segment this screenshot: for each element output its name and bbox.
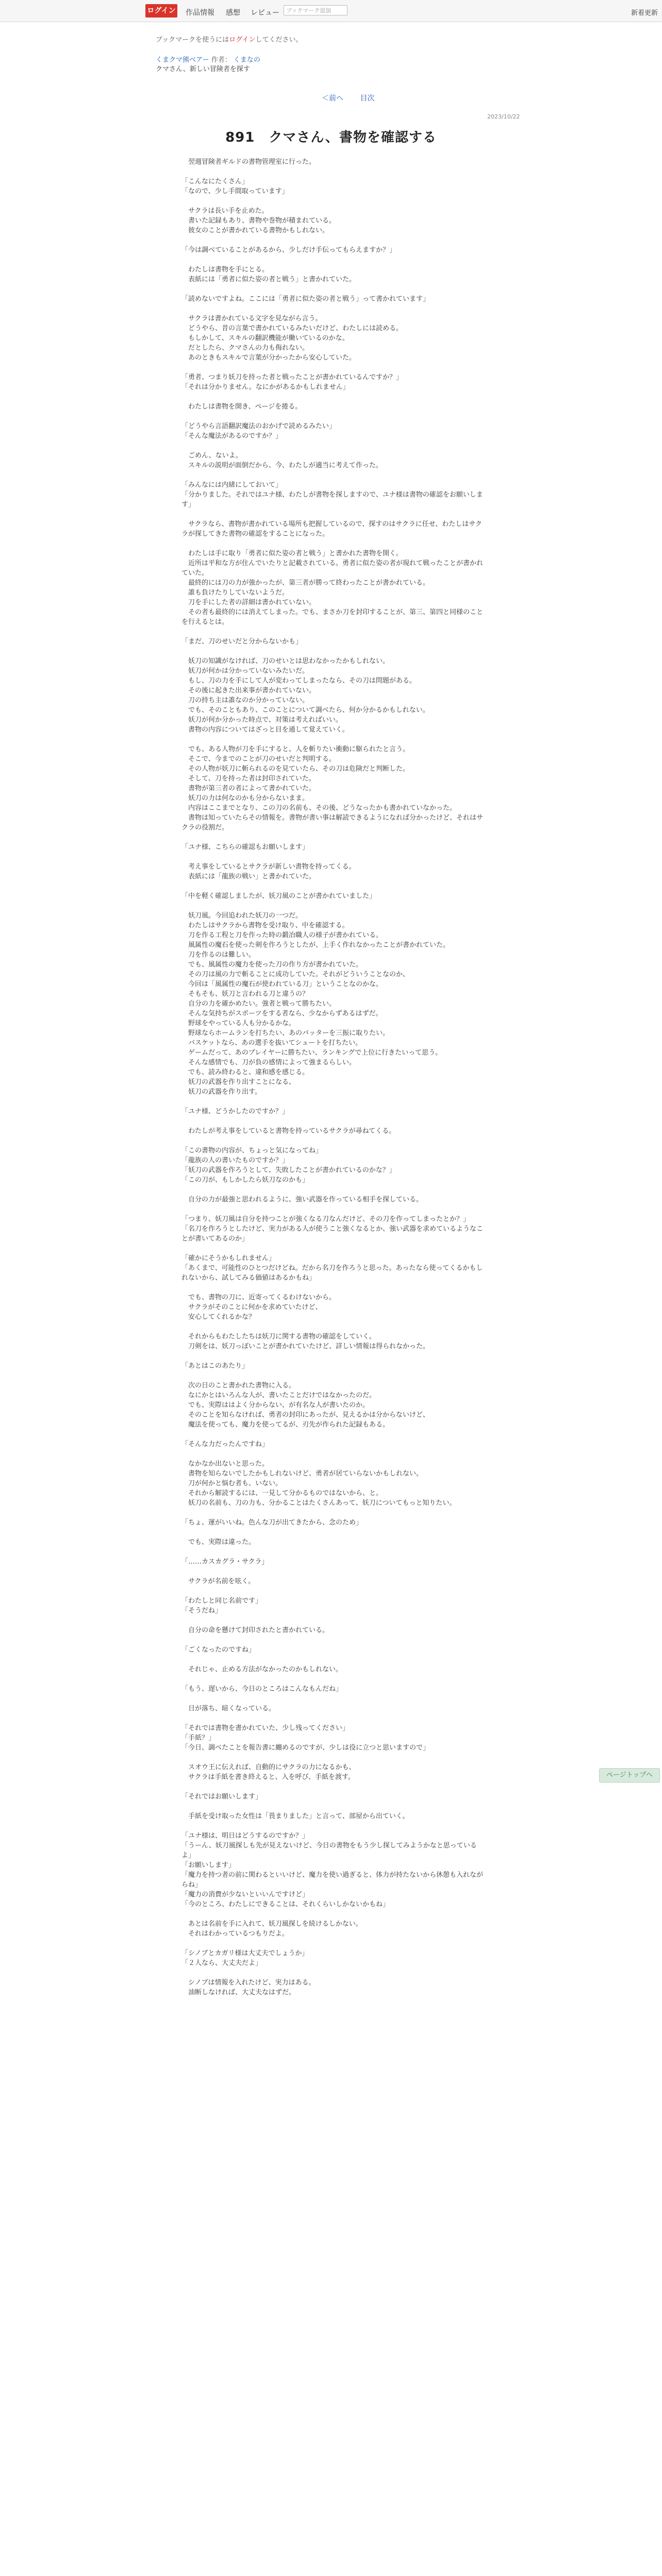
body-paragraph: 考え事をしているとサクラが新しい書物を持ってくる。 xyxy=(181,863,356,871)
body-paragraph xyxy=(181,1655,486,1665)
body-paragraph: 「ユナ様、こちらの確認もお願いします」 xyxy=(181,843,309,851)
body-paragraph: 妖刀の武器を作り出す。 xyxy=(181,1088,261,1096)
body-paragraph: 翌週冒険者ギルドの書物管理室に行った。 xyxy=(181,158,316,166)
body-paragraph: 「確かにそうかもしれません」 xyxy=(181,1255,276,1262)
body-paragraph xyxy=(181,1322,486,1332)
top-nav-bar xyxy=(0,0,662,22)
bookmark-add-box[interactable]: ブックマーク追加 xyxy=(284,5,347,15)
nav-info-link[interactable]: 作品情報 xyxy=(186,9,214,17)
section-subtitle: クマさん、新しい冒険者を探す xyxy=(156,65,250,73)
body-paragraph xyxy=(181,1136,486,1146)
author-link[interactable]: くまなの xyxy=(233,56,260,64)
body-paragraph xyxy=(181,470,486,480)
breadcrumb xyxy=(156,56,260,74)
body-paragraph: 表紙には「勇者に似た姿の者と戦う」と書かれていた。 xyxy=(181,276,356,283)
body-paragraph xyxy=(181,901,486,911)
body-paragraph: ゲームだって、あのプレイヤーに勝ちたい、ランキングで上位に行きたいって思う。 xyxy=(181,1049,442,1057)
body-paragraph: でも、ある人物が刀を手にすると、人を斬りたい衝動に駆られたと言う。 xyxy=(181,745,410,753)
body-paragraph: 「……カスカグラ・サクラ」 xyxy=(181,1558,269,1566)
body-paragraph: 妖刀の名前も、刀の力も、分かることはたくさんあって、妖刀についてもっと知りたい。 xyxy=(181,1499,456,1507)
body-paragraph: 自分の力を確かめたい。強者と戦って勝ちたい。 xyxy=(181,1000,336,1008)
body-paragraph: 油断しなければ、大丈夫なはずだ。 xyxy=(181,1989,296,1996)
body-paragraph xyxy=(181,304,486,314)
body-paragraph: 「うーん、妖刀風探しも先が見えないけど、今日の書物をもう少し探してみようかなと思っているよ」 xyxy=(181,1842,477,1859)
body-paragraph xyxy=(181,647,486,656)
body-paragraph: その者も最終的には消えてしまった。でも、まさか刀を封印することが、第三、第四と同様のことを行えるとは。 xyxy=(181,608,484,626)
body-paragraph xyxy=(181,833,486,842)
body-paragraph: もし、刀の力を手にして人が変わってしまったなら、その刀は問題がある。 xyxy=(181,677,416,685)
prev-chapter-link[interactable]: ＜前へ xyxy=(322,94,343,103)
body-paragraph xyxy=(181,1694,486,1704)
body-paragraph: 風属性の魔石を使った剣を作ろうとしたが、上手く作れなかったことが書かれていた。 xyxy=(181,941,450,949)
body-paragraph: 「そんな力だったんですね」 xyxy=(181,1440,269,1448)
body-paragraph: 誰も負けたりしていないようだ。 xyxy=(181,589,289,597)
body-paragraph: 近所は平和な方が住んでいたりと記載されている。勇者に似た姿の者が現れて戦ったことが書かれていた。 xyxy=(181,560,484,577)
body-paragraph xyxy=(181,1616,486,1625)
body-paragraph: 「それではお願いします」 xyxy=(181,1793,262,1801)
body-paragraph xyxy=(181,627,486,637)
body-paragraph: 妖刀の武器を作り出すことになる、 xyxy=(181,1078,296,1086)
body-paragraph: 「そうだね」 xyxy=(181,1607,222,1615)
body-paragraph: 刀を手にした者の詳細は書かれていない。 xyxy=(181,599,316,606)
body-paragraph: 「２人なら、大丈夫だよ」 xyxy=(181,1959,262,1967)
body-paragraph xyxy=(181,235,486,245)
body-paragraph: 手紙を受け取った女性は「畏まりました」と言って、部屋から出ていく。 xyxy=(181,1812,409,1820)
body-paragraph xyxy=(181,1674,486,1684)
body-paragraph xyxy=(181,1528,486,1537)
body-paragraph: わたしが考え事をしていると書物を持っているサクラが尋ねてくる。 xyxy=(181,1127,396,1135)
body-paragraph: その人物が妖刀に斬られるのを見ていたら、その刀は危険だと判断した。 xyxy=(181,765,410,773)
body-paragraph xyxy=(181,284,486,294)
body-paragraph: サクラが名前を呟く。 xyxy=(181,1578,255,1585)
body-paragraph: わたしは書物を開き、ページを捲る。 xyxy=(181,403,302,411)
author-label: 作者： xyxy=(211,56,231,64)
nav-review-link[interactable]: レビュー xyxy=(251,9,279,17)
body-paragraph: 「読めないですよね。ここには「勇者に似た姿の者と戦う」って書かれています」 xyxy=(181,295,430,303)
body-paragraph xyxy=(181,1244,486,1253)
body-paragraph: 内容はここまでとなり、この刀の名前も、その後、どうなったかも書かれていなかった。 xyxy=(181,804,457,812)
body-paragraph: 「妖刀の武器を作ろうとして、失敗したことが書かれているのかな？」 xyxy=(181,1166,396,1174)
body-paragraph xyxy=(181,255,486,265)
body-paragraph xyxy=(181,1714,486,1723)
notice-suffix: してください。 xyxy=(255,36,303,44)
body-paragraph: 「もう、遅いから、今日のところはこんなもんだね」 xyxy=(181,1685,343,1693)
body-paragraph: 「ユナ様、どうかしたのですか？」 xyxy=(181,1108,289,1115)
login-button[interactable]: ログイン xyxy=(145,4,177,18)
body-paragraph xyxy=(181,1185,486,1195)
body-paragraph: 「まだ、刀のせいだと分からないかも」 xyxy=(181,638,303,646)
body-paragraph: わたしは書物を手にとる。 xyxy=(181,266,269,274)
body-paragraph xyxy=(181,1567,486,1577)
body-paragraph: 「中を軽く確認しましたが、妖刀風のことが書かれていました」 xyxy=(181,892,376,900)
body-paragraph: 「この刀が、もしかしたら妖刀なのかも」 xyxy=(181,1176,309,1184)
body-paragraph xyxy=(181,1449,486,1459)
body-paragraph: 刀を作るのは難しい。 xyxy=(181,951,256,959)
body-paragraph: 「分かりました。それではユナ様、わたしが書物を探しますので、ユナ様は書物の確認をお願いします」 xyxy=(181,491,483,509)
body-paragraph: 「あとはこのあたり」 xyxy=(181,1362,249,1370)
body-paragraph: そして、刀を持った者は封印されていた。 xyxy=(181,775,316,783)
body-paragraph xyxy=(181,1116,486,1126)
body-paragraph xyxy=(181,441,486,451)
body-paragraph: でも、風属性の魔力を使った刀の作り方が書かれていた。 xyxy=(181,961,363,969)
body-paragraph: なかなか出ないと思った。 xyxy=(181,1460,269,1468)
new-updates-link[interactable]: 新着更新 xyxy=(631,9,658,17)
body-paragraph: 表紙には「龍族の戦い」と書かれていた。 xyxy=(181,873,316,880)
body-paragraph: 「わたしと同じ名前です」 xyxy=(181,1597,262,1605)
chapter-pager xyxy=(315,93,382,103)
body-paragraph: サクラは手紙を書き終えると、入を呼び、手紙を渡す。 xyxy=(181,1773,355,1781)
body-paragraph: そのことを知らなければ、勇者の封印にあったが、見えるかは分からないけど、 xyxy=(181,1411,429,1419)
body-paragraph: サクラは書かれている文字を見ながら言う。 xyxy=(181,315,322,323)
novel-title-link[interactable]: くまクマ熊ベアー xyxy=(156,56,209,64)
body-paragraph: でも、実際ははよく分からない、が有名な人が書いたのか。 xyxy=(181,1401,370,1409)
body-paragraph: 妖刀が何か分かった時点で、対策は考えればいい。 xyxy=(181,716,342,724)
body-paragraph: 魔法を使っても、魔力を使ってるが、刃先が作られた記録もある。 xyxy=(181,1421,390,1429)
body-paragraph: 自分の命を懸けて封印されたと書かれている。 xyxy=(181,1626,329,1634)
body-paragraph xyxy=(181,735,486,744)
body-paragraph: でも、読み終わると、違和感を感じる。 xyxy=(181,1069,309,1076)
body-paragraph: 「今日、調べたことを報告書に纏めるのですが、少しは役に立つと思いますので」 xyxy=(181,1744,430,1752)
body-paragraph xyxy=(181,392,486,402)
body-paragraph: でも、そのこともあり、このことについて調べたら、何か分かるかもしれない。 xyxy=(181,706,429,714)
body-paragraph: なにかとはいろんな人が、書いたことだけではなかったのだ。 xyxy=(181,1392,376,1399)
body-paragraph: 刀が何かと悩む者も、いない。 xyxy=(181,1480,283,1487)
body-paragraph xyxy=(181,1351,486,1361)
body-paragraph: 「どうやら言語翻訳魔法のおかげで読めるみたい」 xyxy=(181,422,336,430)
body-paragraph: でも、書物の刀に、近寄ってくるわけないから。 xyxy=(181,1294,336,1301)
chapter-body xyxy=(181,157,486,1997)
body-paragraph: 「今は調べていることがあるから、少しだけ手伝ってもらえますか？」 xyxy=(181,246,396,254)
body-paragraph: サクラなら、書物が書かれている場所も把握しているので、探すのはサクラに任せ、わたしはサクラが探してきた書物の確認をすることになった。 xyxy=(181,520,482,538)
body-paragraph xyxy=(181,1821,486,1831)
body-paragraph xyxy=(181,1205,486,1214)
body-paragraph: 「ユナ様は、明日はどうするのですか？」 xyxy=(181,1832,309,1840)
body-paragraph: 妖刀が何かは分かっていないみたいだ。 xyxy=(181,667,309,675)
body-paragraph xyxy=(181,167,486,177)
body-paragraph: わたしは手に取り「勇者に似た姿の者と戦う」と書かれた書物を開く。 xyxy=(181,550,403,557)
body-paragraph: 「お願いします」 xyxy=(181,1861,236,1869)
body-paragraph: 刀の持ち主は誰なのか分かっていない。 xyxy=(181,697,309,704)
notice-login-link[interactable]: ログイン xyxy=(229,36,256,44)
body-paragraph xyxy=(181,1635,486,1645)
body-paragraph: だとしたら、クマさんの力も侮れない。 xyxy=(181,344,309,352)
body-paragraph: 安心してくれるかな？ xyxy=(181,1313,256,1321)
body-paragraph: そこで、今までのことが刀のせいだと判明する。 xyxy=(181,755,336,763)
body-paragraph: その後に起きた出来事が書かれていない。 xyxy=(181,687,316,694)
notice-prefix: ブックマークを使うには xyxy=(156,36,229,44)
body-paragraph xyxy=(181,1547,486,1557)
chapter-title xyxy=(0,127,662,146)
body-paragraph: 「ちょ、運がいいね。色んな刀が出てきたから、念のため」 xyxy=(181,1519,363,1527)
publish-date: 2023/10/22 xyxy=(487,113,520,120)
body-paragraph xyxy=(181,412,486,421)
body-paragraph xyxy=(181,1753,486,1762)
body-paragraph: 妖刀風。今回追われた妖刀の一つだ。 xyxy=(181,912,303,920)
body-paragraph xyxy=(181,1283,486,1293)
body-paragraph: 「魔力の消費が少ないといいんですけど」 xyxy=(181,1891,309,1899)
body-paragraph xyxy=(181,1430,486,1439)
body-paragraph: それから解読するには、一見して分かるものではないから、と。 xyxy=(181,1489,383,1497)
body-paragraph xyxy=(181,1097,486,1107)
toc-link[interactable]: 目次 xyxy=(360,94,375,103)
body-paragraph: 「あくまで、可能性のひとつだけどね。だから名刀を作ろうと思った。あったなら使ってくるかもしれないから、試してみる価値はあるかもね」 xyxy=(181,1264,483,1282)
body-paragraph: 日が落ち、暗くなっている。 xyxy=(181,1705,276,1713)
body-paragraph: 「龍族の人の書いたものですか？」 xyxy=(181,1157,289,1164)
body-paragraph: 野球をやっている人も分かるかな。 xyxy=(181,1020,296,1027)
body-paragraph: 「名刀を作ろうとしたけど、実力がある人が使うこと強くなるとか、強い武器を求めているようなことが書いてあるのか」 xyxy=(181,1225,484,1243)
body-paragraph: 刀を作る工程と刀を作った時の鍛冶職人の様子が書かれている。 xyxy=(181,931,383,939)
body-paragraph: それからもわたしたちは妖刀に関する書物の確認をしていく。 xyxy=(181,1333,376,1341)
body-paragraph xyxy=(181,1371,486,1381)
body-paragraph: ごめん、ないよ。 xyxy=(181,452,242,460)
body-paragraph: でも、実際は違った。 xyxy=(181,1538,256,1546)
body-paragraph: 彼女のことが書かれている書物かもしれない。 xyxy=(181,227,329,234)
chapter-number: 891 xyxy=(225,130,255,145)
body-paragraph: 「それでは書物を書かれていた、少し残ってください」 xyxy=(181,1724,350,1732)
body-paragraph xyxy=(181,363,486,372)
body-paragraph: サクラは長い手を止めた。 xyxy=(181,207,269,215)
body-paragraph: 妖刀の力は何なのかも分からないまま。 xyxy=(181,794,309,802)
body-paragraph xyxy=(181,1586,486,1596)
body-paragraph: 書物が第三者の者によって書かれていた。 xyxy=(181,785,316,792)
body-paragraph: スキルの説明が面倒だから、今、わたしが適当に考えて作った。 xyxy=(181,462,383,469)
body-paragraph: 「みんなには内緒にしておいて」 xyxy=(181,481,283,489)
body-paragraph xyxy=(181,1939,486,1948)
body-paragraph: 「魔力を持つ者の前に関わるといいけど、魔力を使い過ぎると、体力が持たないから休憩も入れながらね」 xyxy=(181,1871,484,1889)
body-paragraph: どうやら、昔の言葉で書かれているみたいだけど、わたしには読める。 xyxy=(181,325,403,332)
body-paragraph xyxy=(181,1508,486,1518)
body-paragraph xyxy=(181,1968,486,1978)
body-paragraph: 書物を知らないでしたかもしれないけど、勇者が居ていらないかもしれない。 xyxy=(181,1470,423,1478)
body-paragraph: それはわかっているつもりだよ。 xyxy=(181,1930,289,1938)
body-paragraph xyxy=(181,1802,486,1811)
body-paragraph: 「勇者、つまり妖刀を持った者と戦ったことが書かれているんですか？」 xyxy=(181,374,403,381)
body-paragraph xyxy=(181,196,486,206)
body-paragraph: 「それは分かりません。なにかがあるかもしれません」 xyxy=(181,383,350,391)
chapter-name: クマさん、書物を確認する xyxy=(269,130,437,145)
body-paragraph: スオウ王に伝えれば、自動的にサクラの力になるかも、 xyxy=(181,1764,356,1771)
body-paragraph: もしかして、スキルの翻訳機能が働いているのかな。 xyxy=(181,334,349,342)
page-top-button[interactable]: ページトップへ xyxy=(599,1768,660,1783)
body-paragraph xyxy=(181,510,486,519)
body-paragraph: 書いた記録もあり、書物や巻物が積まれている。 xyxy=(181,217,336,225)
body-paragraph: そんな気持ちがスポーツをする者なら、少なからずあるはずだ。 xyxy=(181,1010,383,1018)
body-paragraph: 「ごくなったのですね」 xyxy=(181,1646,256,1654)
body-paragraph: 最終的には刀の力が強かったが、第三者が勝って終わったことが書かれている。 xyxy=(181,579,429,587)
body-paragraph: わたしはサクラから書物を受け取り、中を確認する。 xyxy=(181,922,349,929)
body-paragraph: 次の日のこと書かれた書物に入る。 xyxy=(181,1382,296,1389)
body-paragraph: 今回は「風属性の魔石が使われている刀」ということなのかな。 xyxy=(181,980,383,988)
login-notice xyxy=(156,34,302,44)
body-paragraph: 「こんなにたくさん」 xyxy=(181,178,249,185)
body-paragraph: 自分の力が最強と思われるように、強い武器を作っている相手を探している。 xyxy=(181,1196,423,1204)
body-paragraph: そもそも、妖刀と言われる刀と違うの？ xyxy=(181,990,309,998)
nav-impressions-link[interactable]: 感想 xyxy=(226,9,240,17)
body-paragraph: 「今のところ、わたしにできることは、それくらいしかないかもね」 xyxy=(181,1901,390,1908)
body-paragraph: バスケットなら、あの選手を抜いてシュートを打ちたい。 xyxy=(181,1039,362,1047)
body-paragraph: あとは名前を手に入れて、妖刀風探しを続けるしかない。 xyxy=(181,1920,362,1928)
body-paragraph xyxy=(181,539,486,549)
body-paragraph: 「シノブとカガリ様は大丈夫でしょうか」 xyxy=(181,1950,309,1957)
body-paragraph: そんな感情でも、刀が負の感情によって強まるらしい。 xyxy=(181,1059,356,1066)
body-paragraph xyxy=(181,882,486,891)
body-paragraph: それじゃ、止める方法がなかったのかもしれない。 xyxy=(181,1666,343,1673)
body-paragraph: その刀は風の力で斬ることに成功していた。それがどういうことなのか、 xyxy=(181,971,410,978)
body-paragraph: 「つまり、妖刀風は自分を持つことが強くなる刀なんだけど、その刀を作ってしまったとか？」 xyxy=(181,1215,470,1223)
body-paragraph: 書物は知っていたらその情報を。書物が書い事は解読できるようになれば分かったけど、それはサクラの役割だ。 xyxy=(181,814,484,832)
body-paragraph: 野球ならホームランを打ちたい、あのバッターを三振に取りたい。 xyxy=(181,1029,390,1037)
body-paragraph: 「この書物の内容が、ちょっと気になってね」 xyxy=(181,1147,323,1155)
body-paragraph: 刀剣をは、妖刀っぽいことが書かれていたけど、詳しい情報は得られなかった。 xyxy=(181,1343,430,1350)
body-paragraph: 妖刀の知識がなければ、刀のせいとは思わなかったかもしれない。 xyxy=(181,657,390,665)
body-paragraph: サクラがそのことに何かを求めていたけど、 xyxy=(181,1303,322,1311)
body-paragraph: あのときもスキルで言葉が分かったから安心していた。 xyxy=(181,354,356,362)
body-paragraph: シノブは情報を入れたけど、実力はある。 xyxy=(181,1979,316,1987)
body-paragraph: 「手紙？」 xyxy=(181,1734,216,1742)
body-paragraph xyxy=(181,1782,486,1792)
body-paragraph xyxy=(181,852,486,862)
body-paragraph: 「なので、少し手間取っています」 xyxy=(181,188,289,195)
body-paragraph xyxy=(181,1909,486,1919)
body-paragraph: 「そんな魔法があるのですか？」 xyxy=(181,432,283,440)
body-paragraph: 書物の内容についてはざっと目を通して覚えていく。 xyxy=(181,726,349,734)
